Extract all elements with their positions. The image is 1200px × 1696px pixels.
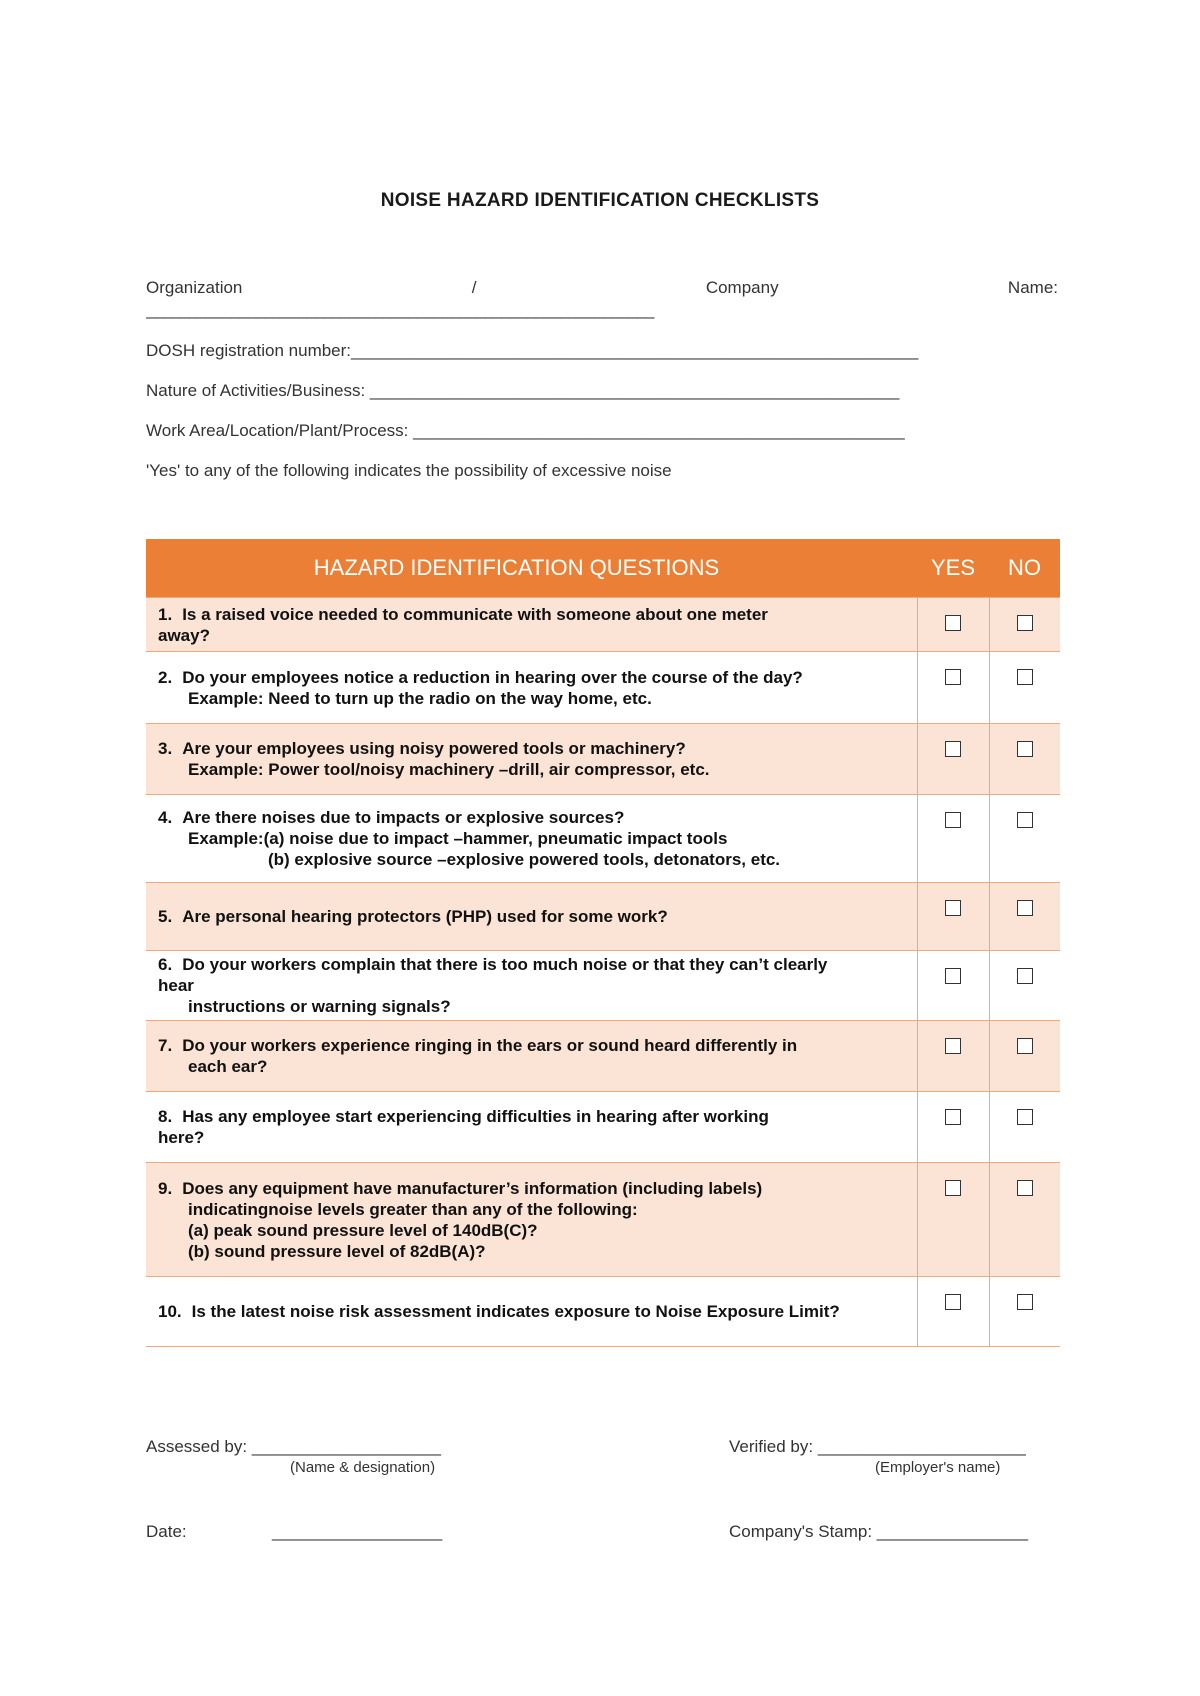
no-checkbox[interactable] — [1017, 1038, 1033, 1054]
no-checkbox[interactable] — [1017, 741, 1033, 757]
question-cell — [146, 652, 917, 724]
question-text: hear — [158, 976, 194, 995]
yes-checkbox[interactable] — [945, 1109, 961, 1125]
yes-cell — [917, 598, 989, 652]
dosh-registration-field[interactable]: DOSH registration number:____________________________________________________________ — [146, 341, 919, 360]
hazard-questions-table — [146, 539, 1060, 1347]
verified-by-caption: (Employer's name) — [875, 1459, 1001, 1476]
question-text: instructions or warning signals? — [188, 997, 451, 1016]
no-cell — [989, 1021, 1060, 1092]
no-cell — [989, 598, 1060, 652]
question-text: Is a raised voice needed to communicate with someone about one meter — [182, 604, 768, 624]
question-cell — [146, 951, 917, 1021]
question-text: indicatingnoise levels greater than any of the following: — [188, 1199, 638, 1219]
question-text: Is the latest noise risk assessment indicates exposure to Noise Exposure Limit? — [191, 1302, 840, 1321]
table-row — [146, 1277, 1060, 1347]
no-cell — [989, 652, 1060, 724]
question-number: 2. — [158, 667, 173, 687]
no-checkbox[interactable] — [1017, 1109, 1033, 1125]
question-cell — [146, 1277, 917, 1347]
yes-cell — [917, 724, 989, 795]
question-cell — [146, 883, 917, 951]
no-cell — [989, 1092, 1060, 1163]
table-row — [146, 652, 1060, 724]
yes-checkbox[interactable] — [945, 669, 961, 685]
question-cell — [146, 724, 917, 795]
yes-checkbox[interactable] — [945, 1294, 961, 1310]
question-text: here? — [158, 1128, 205, 1147]
question-number: 6. — [158, 955, 173, 974]
question-text: Are there noises due to impacts or explosive sources? — [182, 808, 625, 827]
table-row — [146, 1163, 1060, 1277]
yes-cell — [917, 1163, 989, 1277]
table-row — [146, 883, 1060, 951]
yes-checkbox[interactable] — [945, 812, 961, 828]
organization-name-line[interactable]: ____________________________________________________________ — [146, 300, 654, 319]
yes-checkbox[interactable] — [945, 900, 961, 916]
question-number: 7. — [158, 1036, 173, 1055]
question-cell — [146, 1021, 917, 1092]
question-text: Are your employees using noisy powered tools or machinery? — [182, 739, 686, 758]
yes-cell — [917, 795, 989, 883]
question-cell — [146, 1092, 917, 1163]
assessed-by-field[interactable]: Assessed by: ____________________ — [146, 1437, 441, 1456]
no-cell — [989, 795, 1060, 883]
table-header-row — [146, 539, 1060, 598]
no-checkbox[interactable] — [1017, 615, 1033, 631]
question-number: 4. — [158, 808, 173, 827]
yes-cell — [917, 1277, 989, 1347]
yes-cell — [917, 652, 989, 724]
no-checkbox[interactable] — [1017, 968, 1033, 984]
table-row — [146, 724, 1060, 795]
question-cell — [146, 795, 917, 883]
question-number: 8. — [158, 1107, 173, 1126]
questions-header: HAZARD IDENTIFICATION QUESTIONS — [146, 539, 917, 598]
organization-row — [146, 278, 1058, 298]
question-text: Do your employees notice a reduction in hearing over the course of the day? — [182, 667, 803, 687]
yes-checkbox[interactable] — [945, 741, 961, 757]
question-text: Do your workers complain that there is too much noise or that they can’t clearly — [182, 955, 828, 974]
nature-of-activities-field[interactable]: Nature of Activities/Business: ________________________________________________________ — [146, 381, 900, 400]
yes-checkbox[interactable] — [945, 615, 961, 631]
date-field[interactable]: __________________ — [272, 1522, 443, 1541]
no-checkbox[interactable] — [1017, 900, 1033, 916]
table-row — [146, 951, 1060, 1021]
no-cell — [989, 883, 1060, 951]
table-row — [146, 1021, 1060, 1092]
question-cell — [146, 598, 917, 652]
question-text: Has any employee start experiencing difficulties in hearing after working — [182, 1107, 769, 1126]
page-title: NOISE HAZARD IDENTIFICATION CHECKLISTS — [380, 190, 820, 211]
question-number: 3. — [158, 739, 173, 758]
question-number: 10. — [158, 1302, 182, 1321]
name-label: Name: — [1007, 278, 1058, 297]
organization-label: Organization — [146, 278, 243, 297]
yes-cell — [917, 1021, 989, 1092]
verified-by-field[interactable]: Verified by: ______________________ — [729, 1437, 1026, 1456]
company-stamp-field[interactable]: Company's Stamp: ________________ — [729, 1522, 1029, 1541]
slash-separator: / — [471, 278, 477, 297]
question-subitem: (b) sound pressure level of 82dB(A)? — [188, 1241, 486, 1261]
yes-cell — [917, 951, 989, 1021]
table-row — [146, 1092, 1060, 1163]
no-checkbox[interactable] — [1017, 1294, 1033, 1310]
yes-header: YES — [917, 539, 989, 598]
yes-checkbox[interactable] — [945, 968, 961, 984]
table-row — [146, 795, 1060, 883]
question-text: Are personal hearing protectors (PHP) used for some work? — [182, 907, 668, 926]
question-example: Example: Need to turn up the radio on the way home, etc. — [188, 688, 652, 708]
question-text: Do your workers experience ringing in the ears or sound heard differently in — [182, 1036, 798, 1055]
yes-checkbox[interactable] — [945, 1038, 961, 1054]
no-cell — [989, 1163, 1060, 1277]
question-example: (b) explosive source –explosive powered tools, detonators, etc. — [268, 850, 781, 869]
yes-checkbox[interactable] — [945, 1180, 961, 1196]
company-label: Company — [705, 278, 779, 297]
yes-cell — [917, 1092, 989, 1163]
question-text: Does any equipment have manufacturer’s information (including labels) — [182, 1178, 763, 1198]
no-checkbox[interactable] — [1017, 812, 1033, 828]
question-example: Example:(a) noise due to impact –hammer, pneumatic impact tools — [188, 829, 728, 848]
question-text: each ear? — [188, 1057, 268, 1076]
yes-cell — [917, 883, 989, 951]
no-cell — [989, 951, 1060, 1021]
instruction-note: 'Yes' to any of the following indicates the possibility of excessive noise — [146, 461, 672, 480]
date-label: Date: — [146, 1522, 187, 1541]
no-cell — [989, 724, 1060, 795]
no-checkbox[interactable] — [1017, 669, 1033, 685]
question-number: 5. — [158, 907, 173, 926]
question-cell — [146, 1163, 917, 1277]
question-example: Example: Power tool/noisy machinery –drill, air compressor, etc. — [188, 760, 710, 779]
question-text: away? — [158, 625, 210, 645]
no-header: NO — [989, 539, 1060, 598]
question-subitem: (a) peak sound pressure level of 140dB(C)? — [188, 1220, 538, 1240]
no-checkbox[interactable] — [1017, 1180, 1033, 1196]
question-number: 1. — [158, 604, 173, 624]
work-area-field[interactable]: Work Area/Location/Plant/Process: ____________________________________________________ — [146, 421, 905, 440]
assessed-by-caption: (Name & designation) — [290, 1459, 436, 1476]
question-number: 9. — [158, 1178, 173, 1198]
no-cell — [989, 1277, 1060, 1347]
table-row — [146, 598, 1060, 652]
